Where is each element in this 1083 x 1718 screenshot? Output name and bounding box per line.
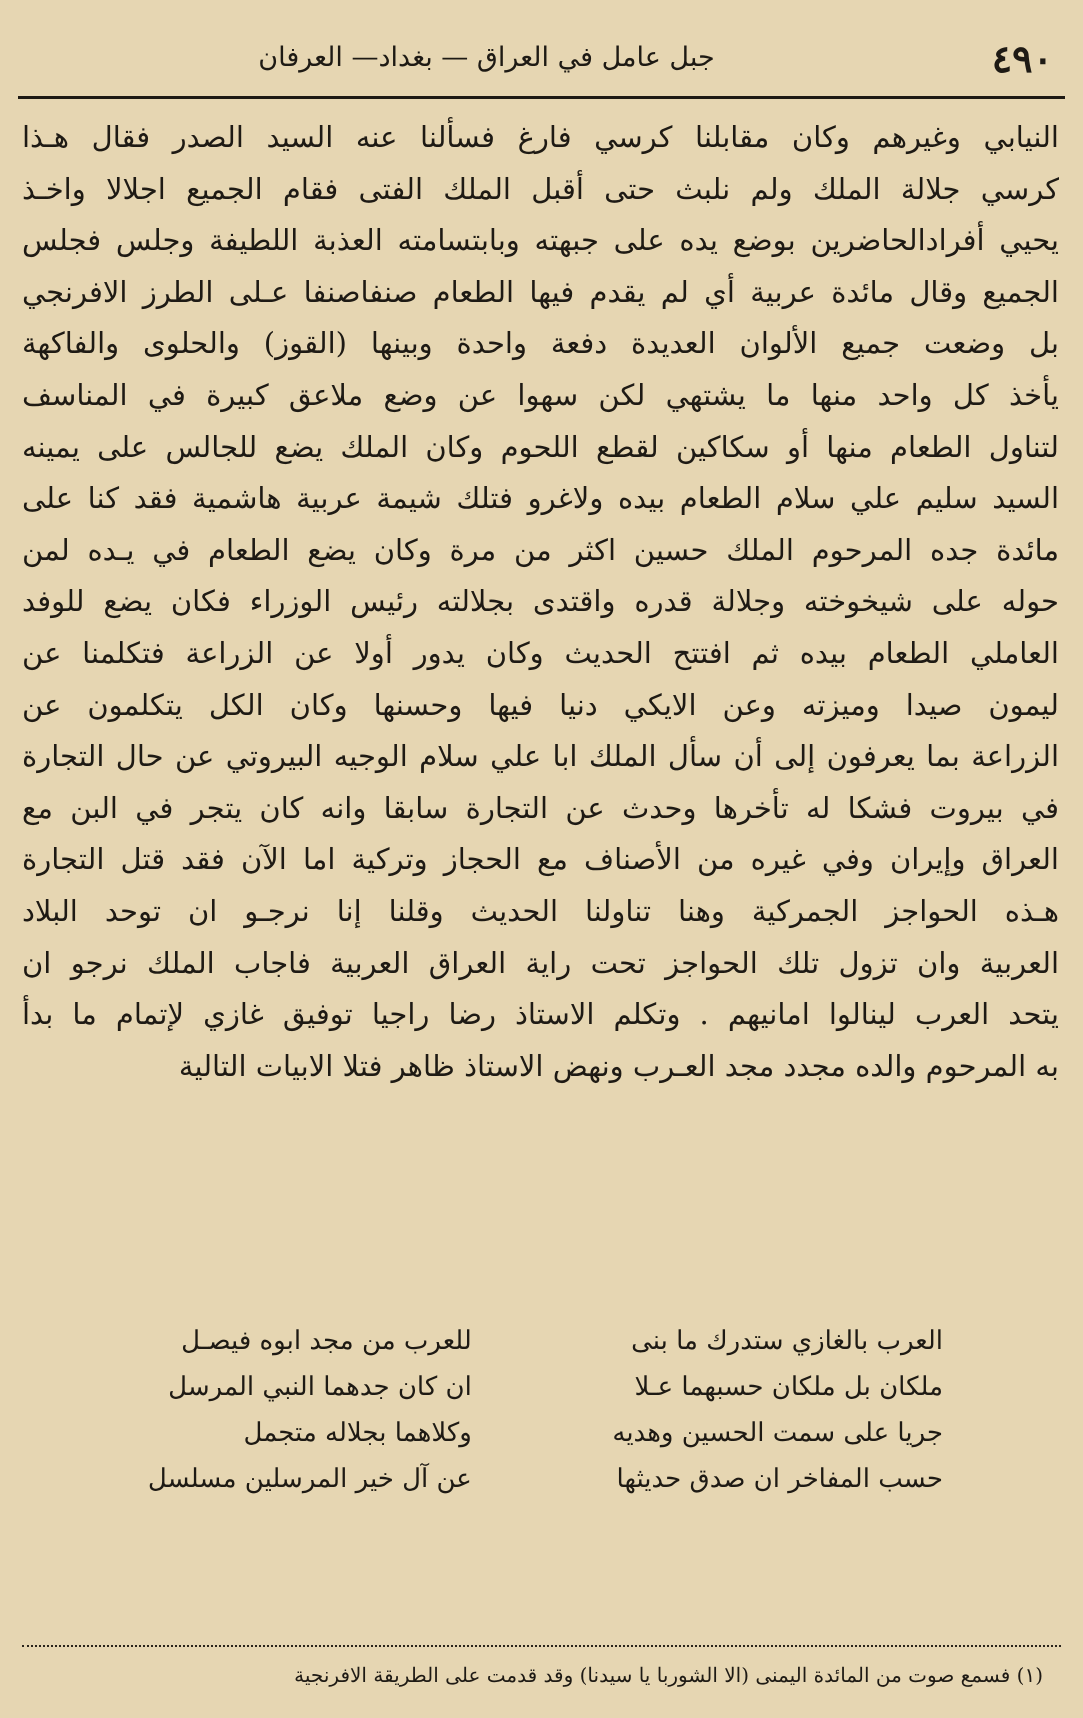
text-line: مائدة جده المرحوم الملك حسين اكثر من مرة وكان يضع الطعام في يـده لمن	[22, 532, 1059, 567]
poem-verse	[40, 1318, 1023, 1364]
poem-verse	[40, 1456, 1023, 1502]
text-line: الزراعة بما يعرفون إلى أن سأل الملك ابا علي سلام الوجيه البيروتي عن حال التجارة	[22, 739, 1059, 774]
poem-verse	[40, 1410, 1023, 1456]
running-title: جبل عامل في العراق — بغداد— العرفان	[258, 42, 715, 73]
verse-first-hemistich: حسب المفاخر ان صدق حديثها	[616, 1464, 943, 1494]
text-line: السيد سليم علي سلام الطعام بيده ولاغرو فتلك شيمة عربية هاشمية فقد كنا على	[22, 481, 1059, 516]
page-header	[20, 30, 1063, 92]
footnote: (١) فسمع صوت من المائدة اليمنى (الا الشوربا يا سيدنا) وقد قدمت على الطريقة الافرنجية	[294, 1663, 1043, 1687]
verse-first-hemistich: ملكان بل ملكان حسبهما عـلا	[634, 1372, 943, 1402]
verse-second-hemistich: ان كان جدهما النبي المرسل	[168, 1372, 472, 1402]
text-line: ليمون صيدا وميزته وعن الايكي دنيا فيها وحسنها وكان الكل يتكلمون عن	[22, 687, 1059, 722]
verse-second-hemistich: وكلاهما بجلاله متجمل	[243, 1418, 472, 1448]
header-rule	[18, 96, 1065, 99]
text-line: بل وضعت جميع الألوان العديدة دفعة واحدة وبينها (القوز) والحلوى والفاكهة	[22, 326, 1059, 361]
verse-first-hemistich: جريا على سمت الحسين وهديه	[612, 1418, 943, 1448]
text-line: يحيي أفرادالحاضرين بوضع يده على جبهته وبابتسامته العذبة اللطيفة وجلس فجلس	[22, 223, 1059, 258]
text-line: العاملي الطعام بيده ثم افتتح الحديث وكان يدور أولا عن الزراعة فتكلمنا عن	[22, 635, 1059, 670]
text-line: لتناول الطعام منها أو سكاكين لقطع اللحوم وكان الملك يضع للجالس على يمينه	[22, 429, 1059, 464]
poem-verse	[40, 1364, 1023, 1410]
poem-verses	[40, 1318, 1023, 1502]
verse-second-hemistich: عن آل خير المرسلين مسلسل	[147, 1464, 472, 1494]
body-text	[22, 112, 1059, 1092]
text-line: العراق وإيران وفي غيره من الأصناف مع الحجاز وتركية اما الآن فقد قتل التجارة	[22, 842, 1059, 877]
text-line: كرسي جلالة الملك ولم نلبث حتى أقبل الملك الفتى فقام الجميع اجلالا واخـذ	[22, 171, 1059, 206]
verse-first-hemistich: العرب بالغازي ستدرك ما بنى	[631, 1326, 943, 1356]
footnote-divider	[22, 1645, 1061, 1647]
text-line: العربية وان تزول تلك الحواجز تحت راية العراق العربية فاجاب الملك نرجو ان	[22, 945, 1059, 980]
page-number: ٤٩٠	[991, 36, 1053, 81]
text-line: حوله على شيخوخته وجلالة قدره واقتدى بجلالته رئيس الوزراء فكان يضع للوفد	[22, 584, 1059, 619]
text-line: النيابي وغيرهم وكان مقابلنا كرسي فارغ فسألنا عنه السيد الصدر فقال هـذا	[22, 120, 1059, 154]
text-line: يتحد العرب لينالوا امانيهم . وتكلم الاستاذ رضا راجيا توفيق غازي لإتمام ما بدأ	[22, 997, 1059, 1032]
text-line: هـذه الحواجز الجمركية وهنا تناولنا الحديث وقلنا إنا نرجـو ان توحد البلاد	[22, 893, 1059, 928]
text-line: يأخذ كل واحد منها ما يشتهي لكن سهوا عن وضع ملاعق كبيرة في المناسف	[22, 377, 1059, 412]
text-line: في بيروت فشكا له تأخرها وحدث عن التجارة سابقا وانه كان يتجر في البن مع	[22, 790, 1059, 825]
text-line: به المرحوم والده مجدد مجد العـرب ونهض الاستاذ ظاهر فتلا الابيات التالية	[178, 1048, 1059, 1083]
text-line: الجميع وقال مائدة عربية أي لم يقدم فيها الطعام صنفاصنفا عـلى الطرز الافرنجي	[22, 274, 1059, 309]
verse-second-hemistich: للعرب من مجد ابوه فيصـل	[181, 1326, 472, 1356]
